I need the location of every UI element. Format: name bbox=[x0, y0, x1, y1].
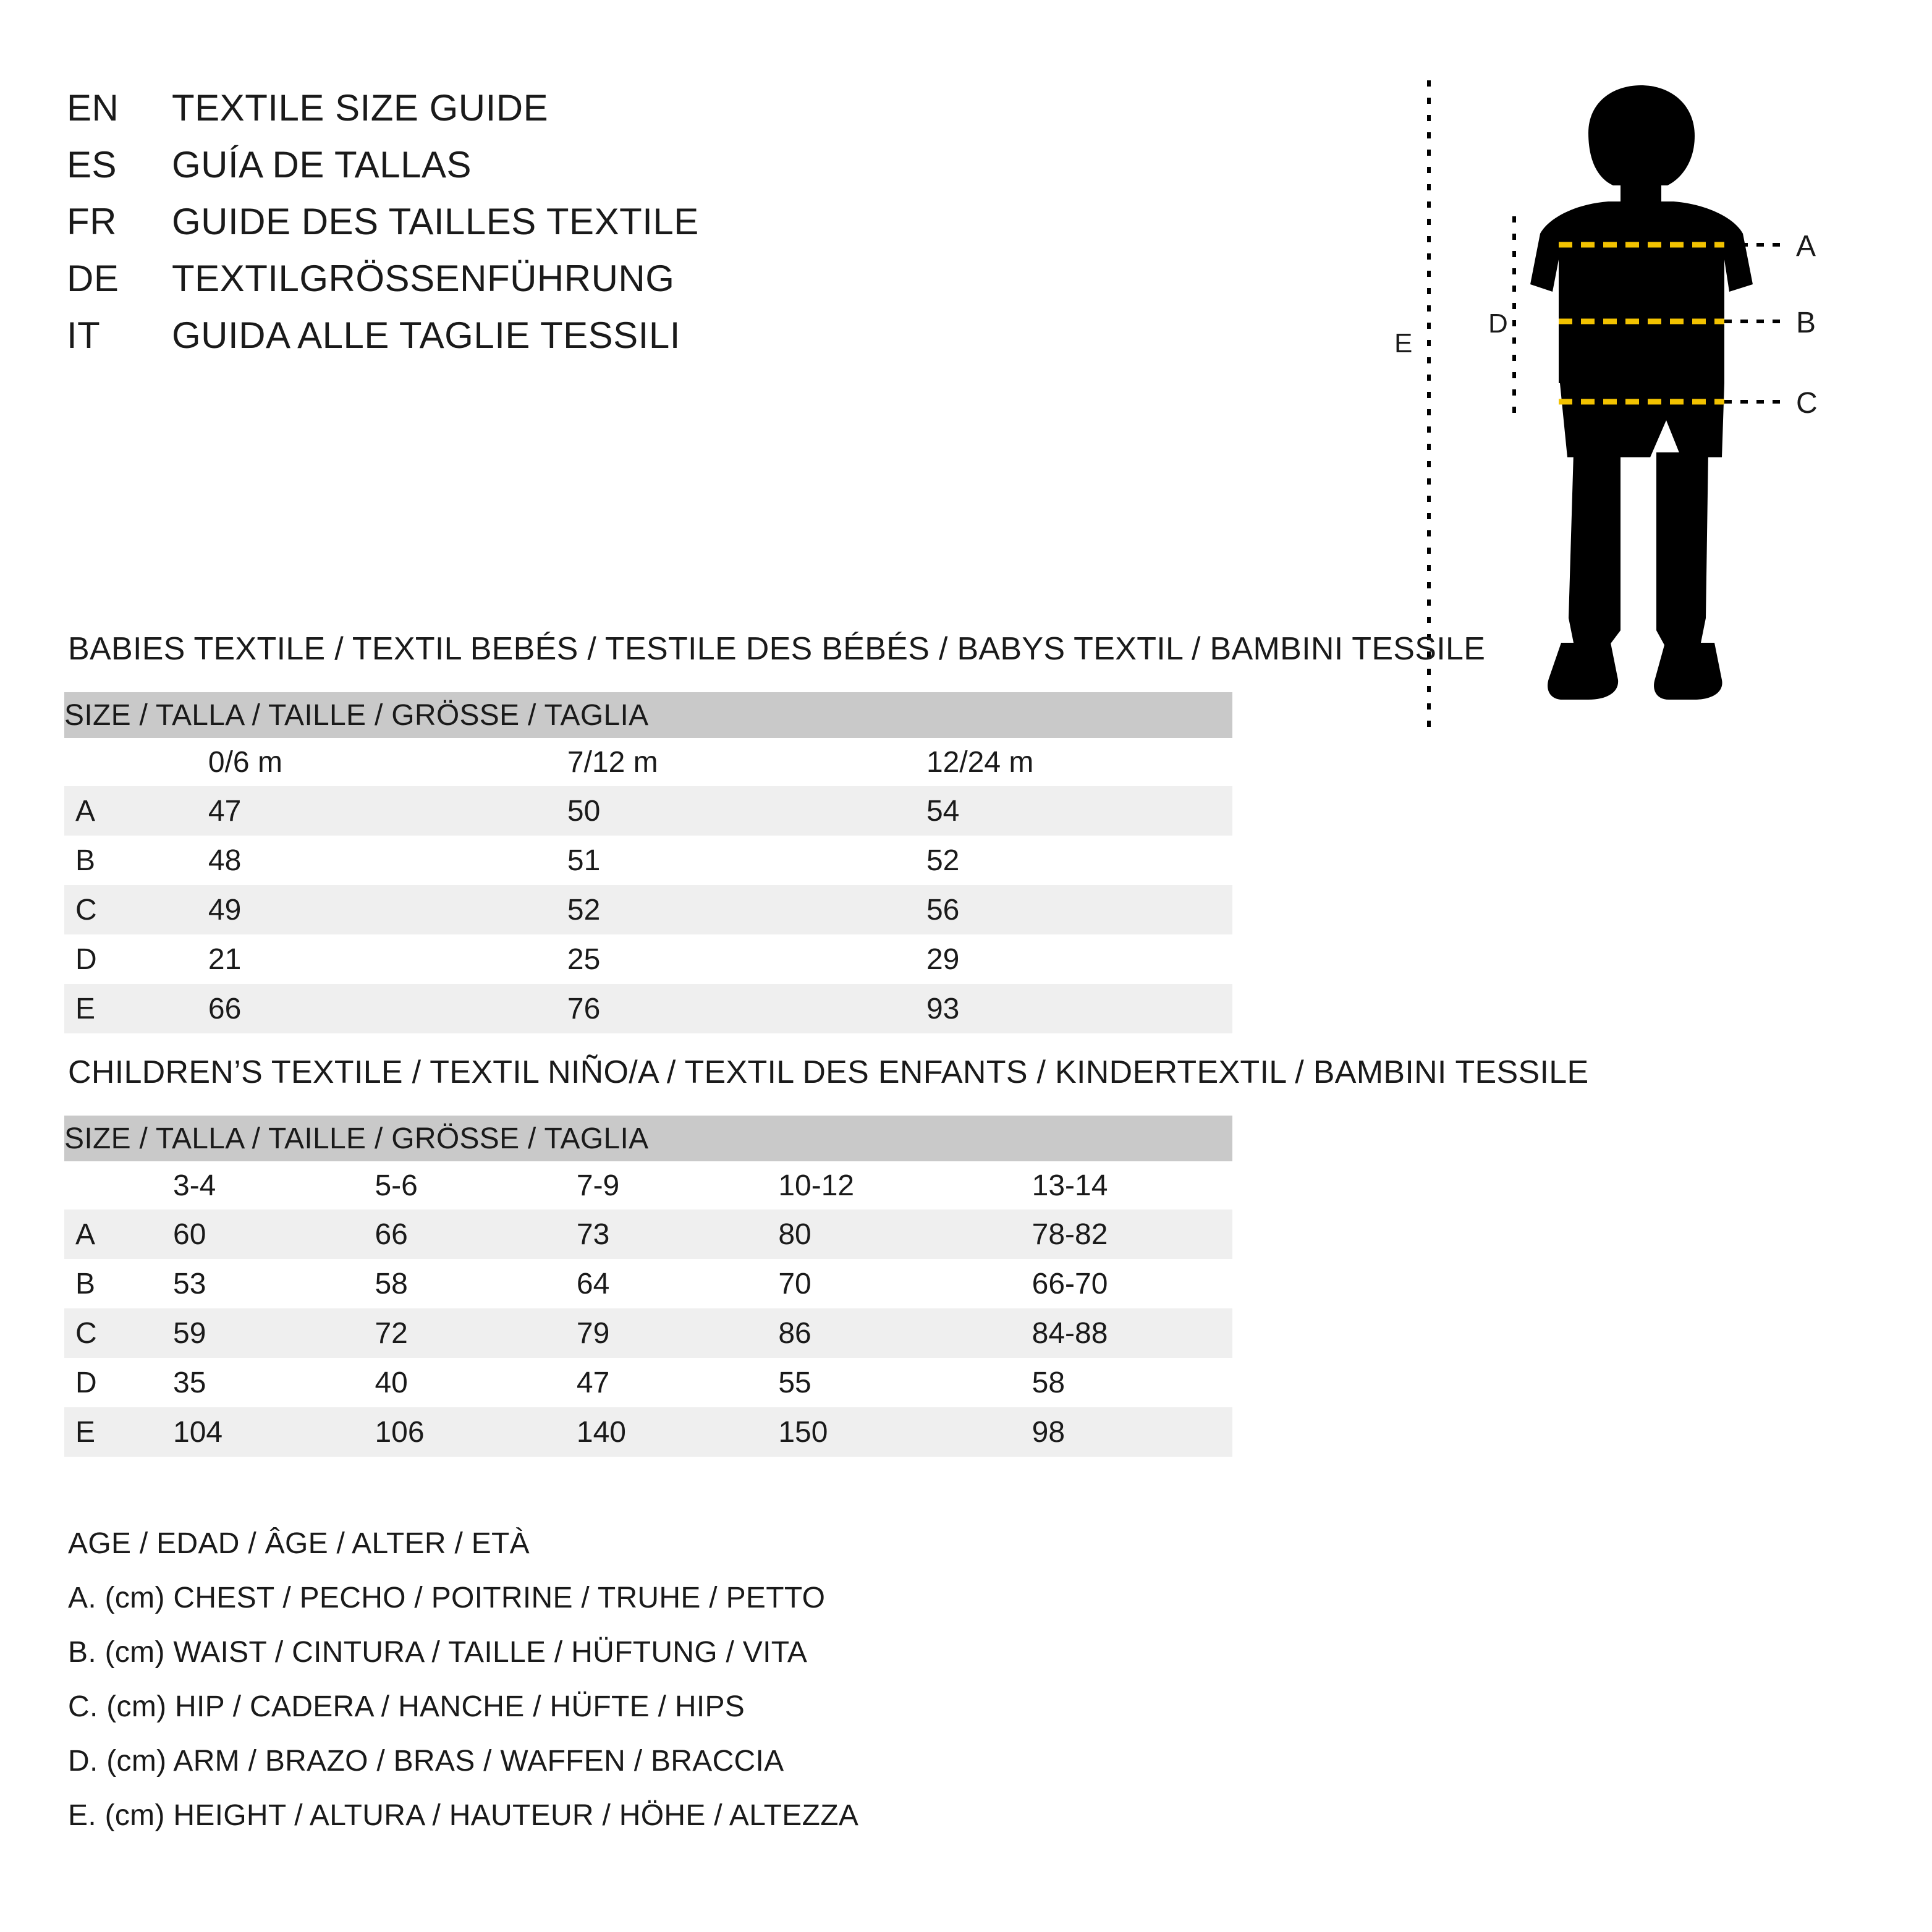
babies-size-table bbox=[64, 692, 1232, 1033]
cell-value: 106 bbox=[321, 1407, 523, 1457]
cell-value: 35 bbox=[120, 1358, 321, 1407]
table-row bbox=[64, 1358, 1232, 1407]
row-label: B bbox=[64, 836, 155, 885]
cell-value: 49 bbox=[155, 885, 514, 934]
babies-section-title: BABIES TEXTILE / TEXTIL BEBÉS / TESTILE DES BÉBÉS / BABYS TEXTIL / BAMBINI TESSILE bbox=[68, 631, 1486, 667]
cell-value: 86 bbox=[725, 1308, 978, 1358]
row-label: A bbox=[64, 786, 155, 836]
legend-item: AGE / EDAD / ÂGE / ALTER / ETÀ bbox=[68, 1527, 530, 1560]
cell-value: 54 bbox=[873, 786, 1232, 836]
column-header: 5-6 bbox=[321, 1161, 523, 1210]
cell-value: 93 bbox=[873, 984, 1232, 1033]
row-label: E bbox=[64, 1407, 120, 1457]
column-header: 10-12 bbox=[725, 1161, 978, 1210]
row-label: C bbox=[64, 1308, 120, 1358]
language-title: GUIDE DES TAILLES TEXTILE bbox=[172, 201, 699, 242]
cell-value: 66 bbox=[155, 984, 514, 1033]
column-header: 7-9 bbox=[523, 1161, 725, 1210]
table-row bbox=[64, 1210, 1232, 1259]
table-row bbox=[64, 1308, 1232, 1358]
table-row bbox=[64, 1259, 1232, 1308]
table-row bbox=[64, 1407, 1232, 1457]
children-section-title: CHILDREN’S TEXTILE / TEXTIL NIÑO/A / TEXTIL DES ENFANTS / KINDERTEXTIL / BAMBINI TESSILE bbox=[68, 1054, 1589, 1090]
children-table-header: SIZE / TALLA / TAILLE / GRÖSSE / TAGLIA bbox=[64, 1116, 1232, 1161]
cell-value: 104 bbox=[120, 1407, 321, 1457]
cell-value: 52 bbox=[514, 885, 873, 934]
legend-item: B. (cm) WAIST / CINTURA / TAILLE / HÜFTUNG / VITA bbox=[68, 1636, 808, 1669]
label-c: C bbox=[1796, 387, 1818, 420]
cell-value: 84-88 bbox=[979, 1308, 1232, 1358]
table-row bbox=[64, 786, 1232, 836]
cell-value: 66 bbox=[321, 1210, 523, 1259]
row-label: A bbox=[64, 1210, 120, 1259]
label-b: B bbox=[1796, 307, 1816, 339]
cell-value: 48 bbox=[155, 836, 514, 885]
table-row bbox=[64, 885, 1232, 934]
language-code: FR bbox=[67, 201, 117, 242]
table-row bbox=[64, 984, 1232, 1033]
empty-corner-cell bbox=[64, 1161, 120, 1210]
cell-value: 98 bbox=[979, 1407, 1232, 1457]
cell-value: 60 bbox=[120, 1210, 321, 1259]
table-column-row bbox=[64, 1161, 1232, 1210]
table-row bbox=[64, 836, 1232, 885]
language-code: DE bbox=[67, 258, 119, 299]
children-size-table-wrap bbox=[64, 1116, 1232, 1457]
cell-value: 25 bbox=[514, 934, 873, 984]
cell-value: 47 bbox=[155, 786, 514, 836]
cell-value: 140 bbox=[523, 1407, 725, 1457]
cell-value: 47 bbox=[523, 1358, 725, 1407]
cell-value: 76 bbox=[514, 984, 873, 1033]
cell-value: 52 bbox=[873, 836, 1232, 885]
language-row bbox=[67, 143, 1056, 200]
cell-value: 55 bbox=[725, 1358, 978, 1407]
language-title: GUIDA ALLE TAGLIE TESSILI bbox=[172, 315, 680, 356]
column-header: 12/24 m bbox=[873, 738, 1232, 786]
table-column-row bbox=[64, 738, 1232, 786]
cell-value: 21 bbox=[155, 934, 514, 984]
row-label: B bbox=[64, 1259, 120, 1308]
legend-item: A. (cm) CHEST / PECHO / POITRINE / TRUHE / PETTO bbox=[68, 1582, 826, 1614]
cell-value: 53 bbox=[120, 1259, 321, 1308]
language-title: TEXTILE SIZE GUIDE bbox=[172, 87, 549, 129]
cell-value: 73 bbox=[523, 1210, 725, 1259]
language-title: TEXTILGRÖSSENFÜHRUNG bbox=[172, 258, 675, 299]
legend-item: E. (cm) HEIGHT / ALTURA / HAUTEUR / HÖHE / ALTEZZA bbox=[68, 1799, 859, 1832]
measurement-legend bbox=[68, 1527, 1551, 1853]
table-row bbox=[64, 934, 1232, 984]
column-header: 7/12 m bbox=[514, 738, 873, 786]
language-code: EN bbox=[67, 87, 119, 129]
language-code: ES bbox=[67, 144, 117, 185]
language-row bbox=[67, 257, 1056, 314]
cell-value: 64 bbox=[523, 1259, 725, 1308]
cell-value: 150 bbox=[725, 1407, 978, 1457]
row-label: D bbox=[64, 934, 155, 984]
cell-value: 29 bbox=[873, 934, 1232, 984]
table-header-row bbox=[64, 1116, 1232, 1161]
language-code: IT bbox=[67, 315, 101, 356]
language-title-list bbox=[67, 87, 1056, 371]
language-title: GUÍA DE TALLAS bbox=[172, 144, 472, 185]
label-d: D bbox=[1488, 308, 1508, 339]
cell-value: 59 bbox=[120, 1308, 321, 1358]
label-e: E bbox=[1394, 328, 1413, 358]
cell-value: 72 bbox=[321, 1308, 523, 1358]
empty-corner-cell bbox=[64, 738, 155, 786]
cell-value: 79 bbox=[523, 1308, 725, 1358]
language-row bbox=[67, 200, 1056, 257]
cell-value: 58 bbox=[979, 1358, 1232, 1407]
language-row bbox=[67, 314, 1056, 371]
cell-value: 80 bbox=[725, 1210, 978, 1259]
children-size-table bbox=[64, 1116, 1232, 1457]
cell-value: 40 bbox=[321, 1358, 523, 1407]
legend-item: C. (cm) HIP / CADERA / HANCHE / HÜFTE / HIPS bbox=[68, 1690, 745, 1723]
child-silhouette bbox=[1530, 85, 1753, 700]
cell-value: 78-82 bbox=[979, 1210, 1232, 1259]
language-row bbox=[67, 87, 1056, 143]
table-header-row bbox=[64, 692, 1232, 738]
row-label: C bbox=[64, 885, 155, 934]
babies-table-header: SIZE / TALLA / TAILLE / GRÖSSE / TAGLIA bbox=[64, 692, 1232, 738]
column-header: 3-4 bbox=[120, 1161, 321, 1210]
babies-size-table-wrap bbox=[64, 692, 1232, 1033]
legend-item: D. (cm) ARM / BRAZO / BRAS / WAFFEN / BRACCIA bbox=[68, 1745, 784, 1777]
cell-value: 70 bbox=[725, 1259, 978, 1308]
label-a: A bbox=[1796, 230, 1816, 263]
cell-value: 50 bbox=[514, 786, 873, 836]
cell-value: 66-70 bbox=[979, 1259, 1232, 1308]
cell-value: 56 bbox=[873, 885, 1232, 934]
row-label: D bbox=[64, 1358, 120, 1407]
column-header: 13-14 bbox=[979, 1161, 1232, 1210]
row-label: E bbox=[64, 984, 155, 1033]
column-header: 0/6 m bbox=[155, 738, 514, 786]
cell-value: 58 bbox=[321, 1259, 523, 1308]
cell-value: 51 bbox=[514, 836, 873, 885]
